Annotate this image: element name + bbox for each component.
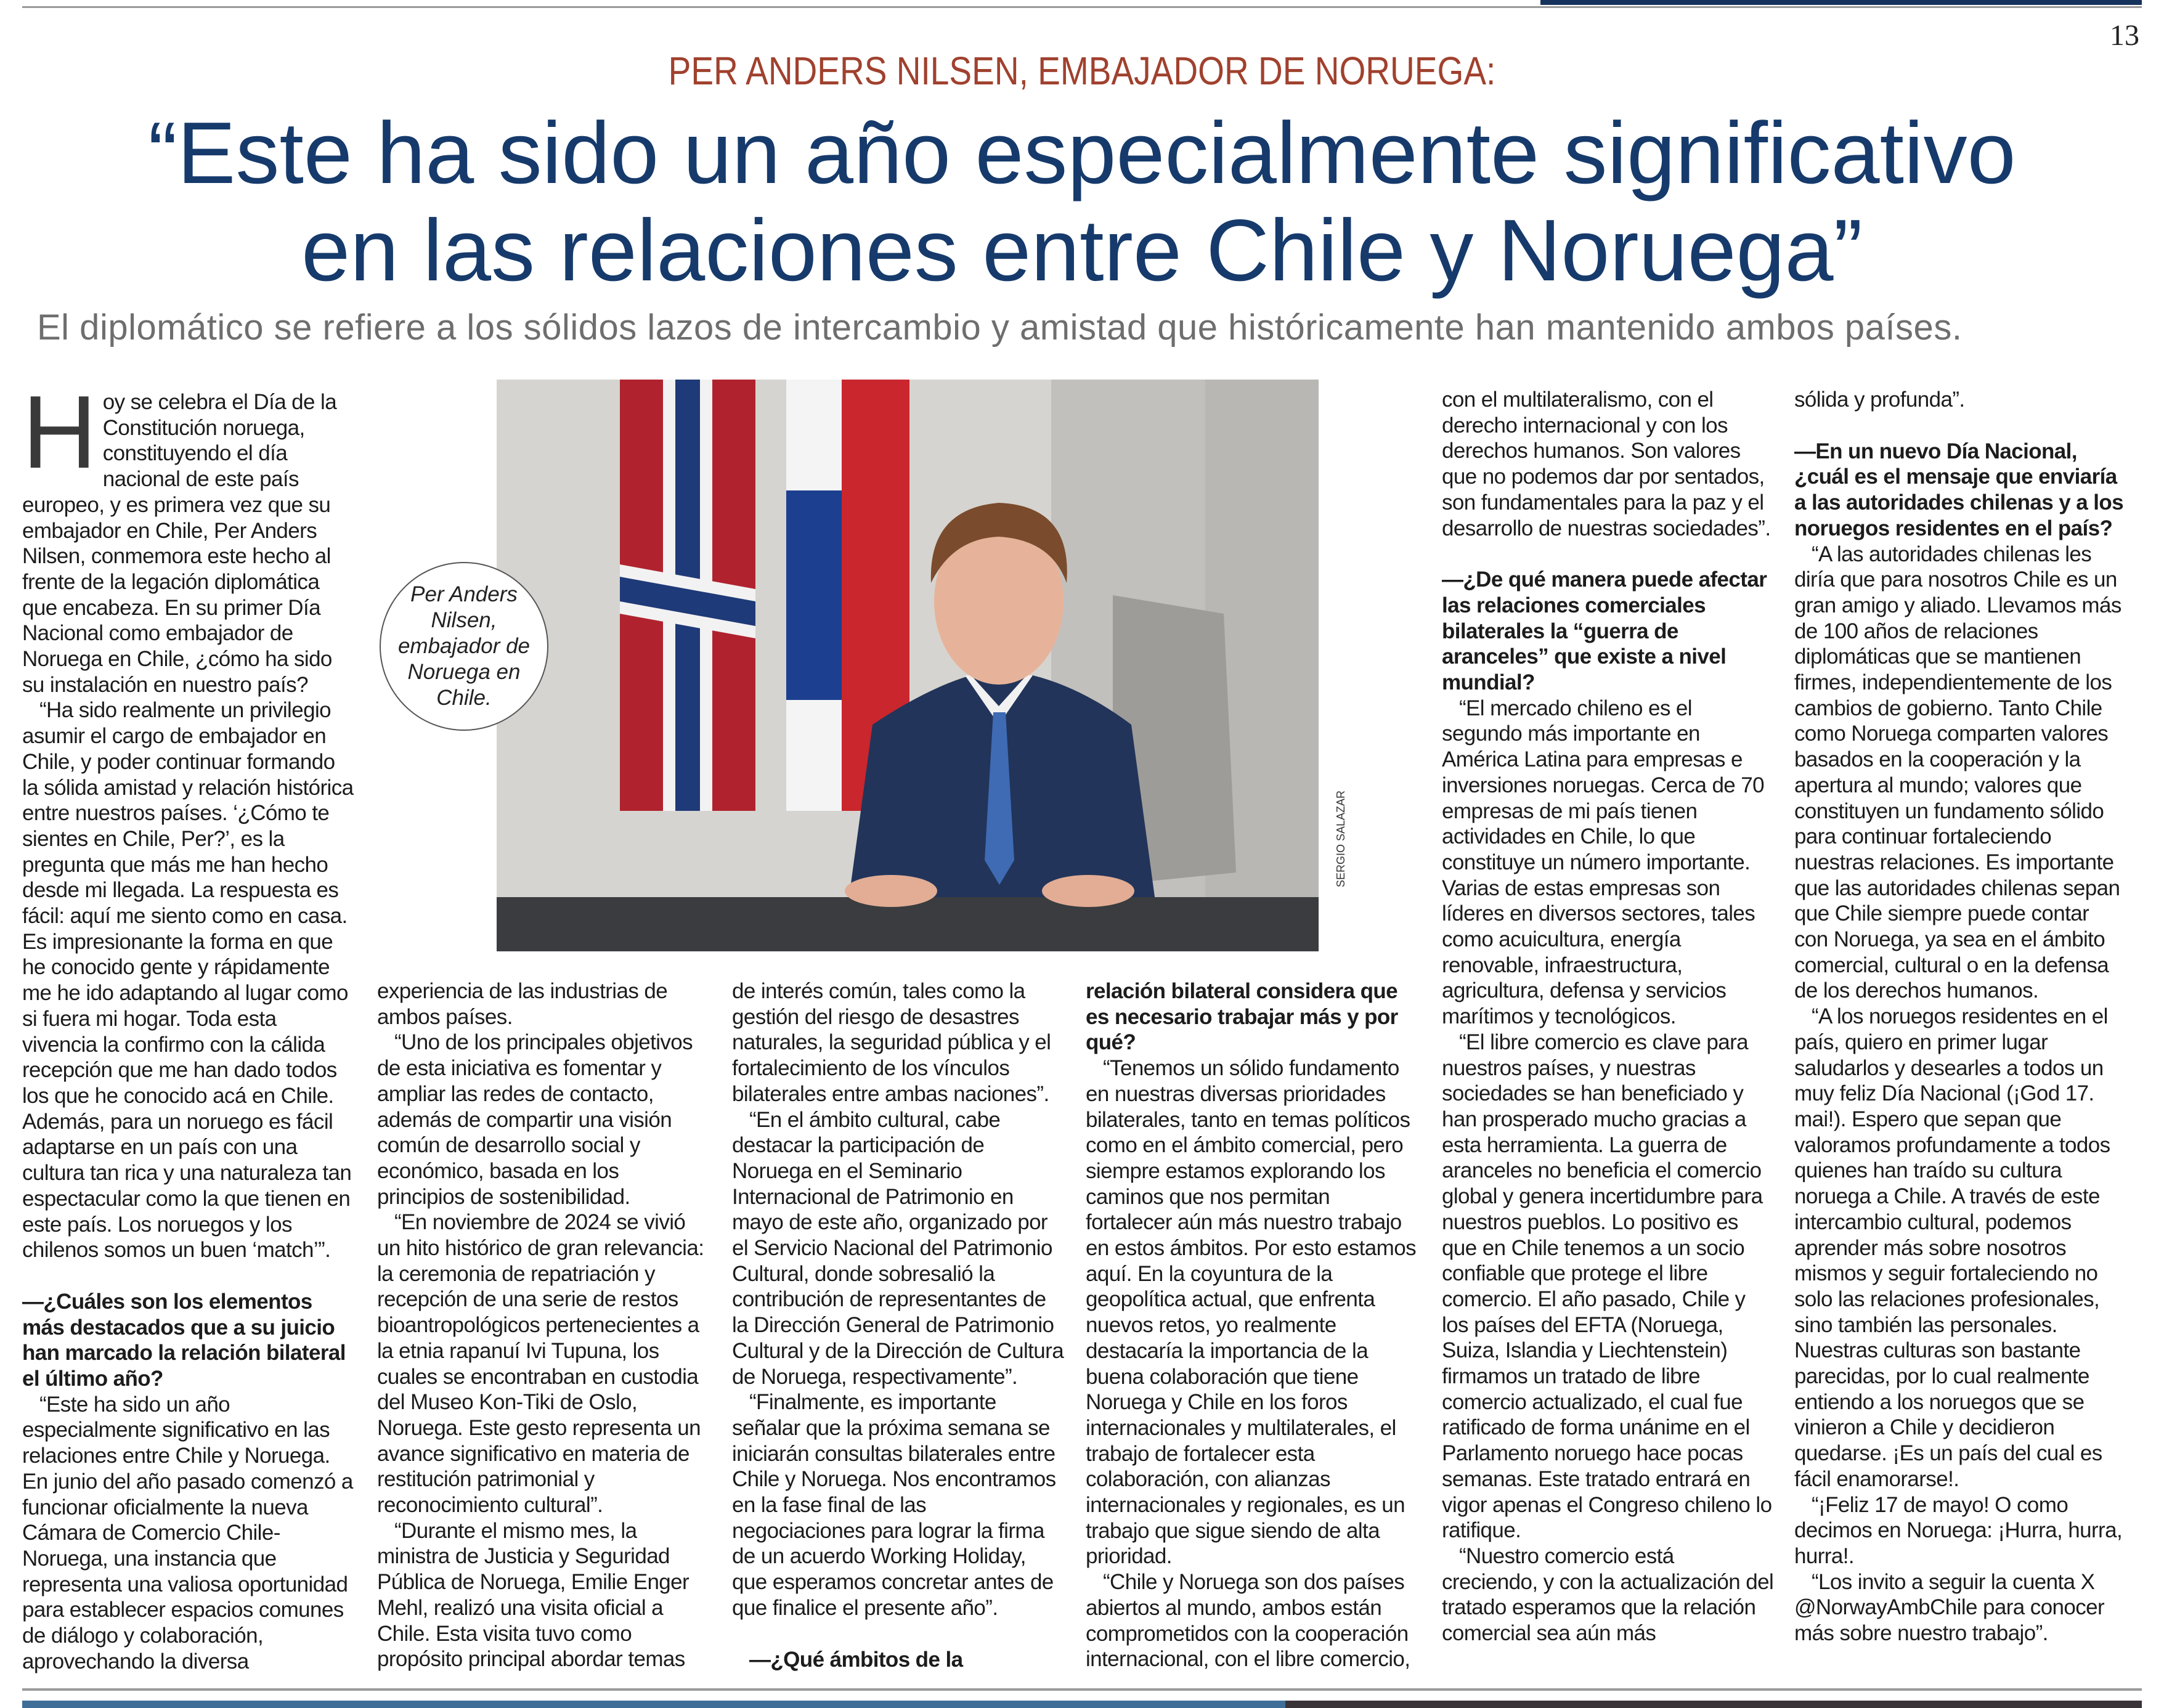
photo-caption-text: Per Anders Nilsen, embajador de Noruega en Chile. (397, 582, 531, 710)
interview-question: relación bilateral considera que es necesario trabajar más y por qué? (1086, 979, 1398, 1055)
paragraph: “Finalmente, es importante señalar que la próxima semana se iniciarán consultas bilaterales entre Chile y Noruega. Nos encontramos en la fase final de las negociaciones para lograr la firma de un acuerdo Working Holiday, que esperamos concretar antes de que finalice el presente año”. (732, 1390, 1056, 1620)
kicker: PER ANDERS NILSEN, EMBAJADOR DE NORUEGA: (668, 49, 1496, 93)
bottom-rule (22, 1688, 2142, 1691)
paragraph: oy se celebra el Día de la Constitución noruega, constituyendo el día nacional de este país europeo, y es primera vez que su embajador en Chile, Per Anders Nilsen, conmemora este hecho al frente de la legación diplomática que encabeza. En su primer Día Nacional como embajador de Noruega en Chile, ¿cómo ha sido su instalación en nuestro país? (22, 390, 337, 697)
paragraph: sólida y profunda”. (1794, 388, 1965, 412)
paragraph: “El libre comercio es clave para nuestros países, y nuestras sociedades se han beneficiado y han prosperado mucho gracias a esta herramienta. La guerra de aranceles no beneficia el comercio global y genera incertidumbre para nuestros pueblos. Lo positivo es que en Chile tenemos a un socio confiable que protege el libre comercio. El año pasado, Chile y los países del EFTA (Noruega, Suiza, Islandia y Liechtenstein) firmamos un tratado de libre comercio actualizado, el cual fue ratificado de forma unánime en el Parlamento noruego hace pocas semanas. Este tratado entrará en vigor apenas el Congreso chileno lo ratifique. (1442, 1030, 1772, 1543)
photo-credit: SERGIO SALAZAR (1335, 790, 1347, 887)
paragraph: “A las autoridades chilenas les diría que para nosotros Chile es un gran amigo y aliado. Llevamos más de 100 años de relaciones diplomáticas que se mantienen firmes, independientemente de los cambios de gobierno. Tanto Chile como Noruega comparten valores basados en la cooperación y la apertura al mundo; valores que constituyen un fundamento sólido para continuar fortaleciendo nuestras relaciones. Es importante que las autoridades chilenas sepan que Chile siempre puede contar con Noruega, ya sea en el ámbito comercial, cultural o en la defensa de los derechos humanos. (1794, 542, 2121, 1003)
paragraph: “Este ha sido un año especialmente significativo en las relaciones entre Chile y Noruega. En junio del año pasado comenzó a funcionar oficialmente la nueva Cámara de Comercio Chile-Noruega, una instancia que representa una valiosa oportunidad para establecer espacios comunes de diálogo y colaboración, aprovechando la diversa (22, 1392, 353, 1673)
interview-question: —¿De qué manera puede afectar las relaciones comerciales bilaterales la “guerra de aranceles” que existe a nivel mundial? (1442, 567, 1767, 695)
column-3 (732, 978, 1065, 1672)
bottom-strip-dark (1285, 1701, 2142, 1708)
column-2 (377, 978, 710, 1672)
column-5 (1442, 387, 1775, 1646)
paragraph: “Ha sido realmente un privilegio asumir el cargo de embajador en Chile, y poder continuar formando la sólida amistad y relación histórica entre nuestros países. ‘¿Cómo te sientes en Chile, Per?’, es la pregunta que más me han hecho desde mi llegada. La respuesta es fácil: aquí me siento como en casa. Es impresionante la forma en que he conocido gente y rápidamente me he ido adaptando al lugar como si fuera mi hogar. Toda esta vivencia la confirmo con la cálida recepción que me han dado todos los que he conocido acá en Chile. Además, para un noruego es fácil adaptarse en un país con una cultura tan rica y una naturaleza tan espectacular como la que tienen en este país. Los noruegos y los chilenos somos un buen ‘match’”. (22, 698, 354, 1263)
drop-cap: H (22, 374, 97, 490)
paragraph: “Los invito a seguir la cuenta X @NorwayAmbChile para conocer más sobre nuestro trabajo”. (1794, 1569, 2105, 1646)
column-6 (1794, 387, 2127, 1646)
top-rule-accent (1540, 0, 2142, 5)
paragraph: “En el ámbito cultural, cabe destacar la participación de Noruega en el Seminario Internacional de Patrimonio en mayo de este año, organizado por el Servicio Nacional del Patrimonio Cultural, donde sobresalió la contribución de representantes de la Dirección General de Patrimonio Cultural y de la Dirección de Cultura de Noruega, respectivamente”. (732, 1107, 1064, 1389)
ambassador-photo (497, 380, 1319, 951)
deck: El diplomático se refiere a los sólidos lazos de intercambio y amistad que históricamente han mantenido ambos países. (37, 307, 1963, 348)
interview-question: —¿Qué ámbitos de la (749, 1647, 963, 1672)
paragraph: de interés común, tales como la gestión del riesgo de desastres naturales, la seguridad pública y el fortalecimiento de los vínculos bilaterales entre ambas naciones”. (732, 979, 1051, 1106)
paragraph: “En noviembre de 2024 se vivió un hito histórico de gran relevancia: la ceremonia de repatriación y recepción de una serie de restos bioantropológicos pertenecientes a la etnia rapanuí Ivi Tupuna, los cuales se encontraban en custodia del Museo Kon-Tiki de Oslo, Noruega. Este gesto representa un avance significativo en materia de restitución patrimonial y reconocimiento cultural”. (377, 1210, 704, 1518)
bottom-strip-blue (22, 1701, 1285, 1708)
paragraph: “Chile y Noruega son dos países abiertos al mundo, ambos están comprometidos con la cooperación internacional, con el libre comercio, (1086, 1570, 1410, 1672)
paragraph: “Durante el mismo mes, la ministra de Justicia y Seguridad Pública de Noruega, Emilie Enger Mehl, realizó una visita oficial a Chile. Esta visita tuvo como propósito principal abordar temas (377, 1518, 689, 1672)
interview-question: —En un nuevo Día Nacional, ¿cuál es el mensaje que enviaría a las autoridades chilenas y a los noruegos residentes en el país? (1794, 439, 2124, 540)
paragraph: experiencia de las industrias de ambos países. (377, 979, 668, 1029)
headline-line-2: en las relaciones entre Chile y Noruega” (301, 201, 1863, 299)
photo-caption (380, 562, 548, 731)
paragraph: “¡Feliz 17 de mayo! O como decimos en Noruega: ¡Hurra, hurra, hurra!. (1794, 1492, 2123, 1568)
headline-line-1: “Este ha sido un año especialmente significativo (148, 104, 2016, 202)
page-number: 13 (2110, 19, 2139, 52)
paragraph: “Tenemos un sólido fundamento en nuestras diversas prioridades bilaterales, tanto en temas políticos como en el ámbito comercial, pero siempre estamos explorando los caminos que nos permitan fortalecer aún más nuestro trabajo en estos ámbitos. Por esto estamos aquí. En la coyuntura de la geopolítica actual, que enfrenta nuevos retos, yo realmente destacaría la importancia de la buena colaboración que tiene Noruega y Chile en los foros internacionales y multilaterales, el trabajo de fortalecer esta colaboración, con alianzas internacionales y regionales, es un trabajo que sigue siendo de alta prioridad. (1086, 1056, 1416, 1569)
column-1 (22, 374, 355, 1674)
paragraph: “Nuestro comercio está creciendo, y con la actualización del tratado esperamos que la relación comercial sea aún más (1442, 1543, 1774, 1646)
paragraph: “El mercado chileno es el segundo más importante en América Latina para empresas e inversiones noruegas. Cerca de 70 empresas de mi país tienen actividades en Chile, lo que constituye un número importante. Varias de estas empresas son líderes en diversos sectores, tales como acuicultura, energía renovable, infraestructura, agricultura, defensa y servicios marítimos y tecnológicos. (1442, 696, 1765, 1029)
headline (0, 105, 2164, 299)
column-4 (1086, 978, 1418, 1672)
paragraph: con el multilateralismo, con el derecho internacional y con los derechos humanos. Son valores que no podemos dar por sentados, son fundamentales para la paz y el desarrollo de nuestras sociedades”. (1442, 388, 1771, 540)
paragraph: “A los noruegos residentes en el país, quiero en primer lugar saludarlos y desearles a todos un muy feliz Día Nacional (¡God 17. mai!). Espero que sepan que valoramos profundamente a todos quienes han traído su cultura noruega a Chile. A través de este intercambio cultural, podemos aprender más sobre nosotros mismos y seguir fortaleciendo no solo las relaciones profesionales, sino también las personales. Nuestras culturas son bastante parecidas, por lo cual realmente entiendo a los noruegos que se vinieron a Chile y decidieron quedarse. ¡Es un país del cual es fácil enamorarse!. (1794, 1004, 2110, 1491)
paragraph: “Uno de los principales objetivos de esta iniciativa es fomentar y ampliar las redes de contacto, además de compartir una visión común de desarrollo social y económico, basada en los principios de sostenibilidad. (377, 1030, 693, 1209)
top-rule (22, 6, 2142, 8)
interview-question: —¿Cuáles son los elementos más destacados que a su juicio han marcado la relación bilateral el último año? (22, 1289, 346, 1391)
